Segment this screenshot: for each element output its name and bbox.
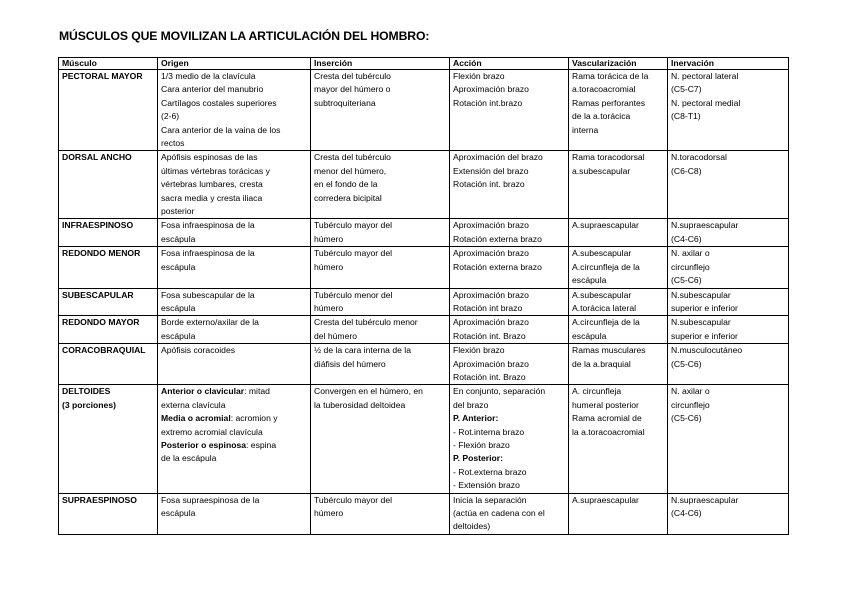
page-title: MÚSCULOS QUE MOVILIZAN LA ARTICULACIÓN DEL HOMBRO: (59, 29, 430, 43)
cell-line: Rotación int. Brazo (453, 371, 526, 382)
cell-line: húmero (314, 508, 344, 518)
cell-line: interna (572, 124, 599, 135)
cell-line (453, 479, 565, 492)
vascularization-cell (569, 316, 668, 344)
cell-line: (C5-C6) (671, 275, 702, 286)
cell-line: Cara anterior de la vaina de los (161, 124, 281, 135)
table-row (59, 247, 789, 288)
cell-line: N. pectoral medial (671, 97, 741, 108)
cell-line: (C8-T1) (671, 111, 701, 122)
vascularization-cell (569, 288, 668, 316)
cell-line: mayor del húmero o (314, 84, 391, 95)
muscle-cell (59, 288, 158, 316)
cell-line: del húmero (314, 330, 357, 341)
cell-line: Aproximación brazo (453, 317, 529, 328)
bold-label: Anterior o clavicular (161, 386, 245, 397)
cell-line: Rotación int. Brazo (453, 330, 526, 341)
action-cell (450, 385, 569, 493)
line-text: del brazo (453, 399, 489, 410)
cell-line (161, 412, 307, 425)
cell-line: SUBESCAPULAR (62, 289, 134, 300)
column-header-insertion: Inserción (311, 58, 450, 70)
line-text: En conjunto, separación (453, 386, 546, 397)
muscle-cell (59, 493, 158, 534)
insertion-cell (311, 151, 450, 219)
cell-line: Ramas musculares (572, 345, 646, 356)
insertion-cell (311, 316, 450, 344)
action-cell (450, 344, 569, 385)
muscle-cell (59, 70, 158, 151)
cell-line: Rama toracodorsal (572, 152, 645, 163)
action-cell (450, 219, 569, 247)
cell-line: escápula (572, 275, 607, 286)
column-header-muscle: Músculo (59, 58, 158, 70)
cell-line: Tubérculo mayor del (314, 220, 393, 231)
origin-cell (158, 288, 311, 316)
cell-line: A.torácica lateral (572, 302, 637, 313)
cell-line: Cresta del tubérculo (314, 71, 391, 81)
cell-line (453, 439, 565, 452)
cell-line: REDONDO MAYOR (62, 317, 140, 328)
vascularization-cell (569, 344, 668, 385)
bold-label: Posterior o espinosa (161, 439, 247, 450)
cell-line: superior e inferior (671, 302, 738, 313)
cell-line: humeral posterior (572, 399, 639, 410)
cell-line: N.toracodorsal (671, 152, 727, 163)
cell-line: Rama torácica de la (572, 71, 649, 81)
bold-label: P. Anterior: (453, 413, 499, 424)
cell-line: Flexión brazo (453, 71, 505, 81)
cell-line: Fosa subescapular de la (161, 289, 255, 300)
cell-line: (2-6) (161, 111, 180, 122)
line-text: - Rot.externa brazo (453, 466, 527, 477)
innervation-cell (668, 151, 789, 219)
cell-line: Cresta del tubérculo menor (314, 317, 418, 328)
table-row (59, 493, 789, 534)
table-row (59, 316, 789, 344)
line-text: : mitad (244, 386, 270, 397)
origin-cell (158, 151, 311, 219)
table-row (59, 151, 789, 219)
vascularization-cell (569, 151, 668, 219)
cell-line: ½ de la cara interna de la (314, 345, 411, 356)
cell-line: Borde externo/axilar de la (161, 317, 259, 328)
cell-line: DELTOIDES (62, 386, 111, 397)
table-row (59, 288, 789, 316)
cell-line: (C4-C6) (671, 233, 702, 244)
cell-line: A.supraescapular (572, 494, 639, 505)
cell-line: escápula (161, 302, 196, 313)
cell-line (161, 439, 307, 452)
insertion-cell (311, 344, 450, 385)
muscle-cell (59, 385, 158, 493)
cell-line: 1/3 medio de la clavícula (161, 71, 256, 81)
cell-line: A. circunfleja (572, 386, 622, 397)
cell-line: húmero (314, 261, 344, 272)
line-text: - Extensión brazo (453, 480, 520, 491)
cell-line: rectos (161, 138, 185, 149)
vascularization-cell (569, 385, 668, 493)
cell-line: escápula (572, 330, 607, 341)
vascularization-cell (569, 219, 668, 247)
cell-line: Flexión brazo (453, 345, 505, 356)
cell-line: Aproximación brazo (453, 289, 529, 300)
column-header-innervation: Inervación (668, 58, 789, 70)
insertion-cell (311, 288, 450, 316)
origin-cell (158, 70, 311, 151)
table-row (59, 219, 789, 247)
cell-line: Rotación int. brazo (453, 179, 525, 190)
muscle-cell (59, 219, 158, 247)
cell-line: posterior (161, 206, 195, 217)
cell-line: a.toracoacromial (572, 84, 636, 95)
cell-line: N.musculocutáneo (671, 345, 743, 356)
origin-cell (158, 493, 311, 534)
cell-line: circunflejo (671, 261, 710, 272)
cell-line: INFRAESPINOSO (62, 220, 134, 231)
cell-line: Ramas perforantes (572, 97, 646, 108)
insertion-cell (311, 385, 450, 493)
cell-line: DORSAL ANCHO (62, 152, 132, 163)
column-header-action: Acción (450, 58, 569, 70)
table-body (59, 70, 789, 535)
cell-line (453, 412, 565, 425)
origin-cell (158, 344, 311, 385)
action-cell (450, 493, 569, 534)
cell-line: Aproximación brazo (453, 248, 529, 259)
cell-line: superior e inferior (671, 330, 738, 341)
cell-line (453, 466, 565, 479)
cell-line: CORACOBRAQUIAL (62, 345, 146, 356)
cell-line (453, 399, 565, 412)
cell-line: vértebras lumbares, cresta (161, 179, 263, 190)
action-cell (450, 70, 569, 151)
vascularization-cell (569, 247, 668, 288)
insertion-cell (311, 70, 450, 151)
cell-line: escápula (161, 330, 196, 341)
insertion-cell (311, 493, 450, 534)
insertion-cell (311, 247, 450, 288)
cell-line: (C5-C7) (671, 84, 702, 95)
cell-line: últimas vértebras torácicas y (161, 165, 270, 176)
insertion-cell (311, 219, 450, 247)
innervation-cell (668, 385, 789, 493)
action-cell (450, 151, 569, 219)
line-text: : acromion y (230, 413, 278, 424)
cell-line: húmero (314, 302, 344, 313)
cell-line: Extensión del brazo (453, 165, 529, 176)
bold-label: P. Posterior: (453, 453, 503, 464)
line-text: extremo acromial clavícula (161, 426, 263, 437)
origin-cell (158, 247, 311, 288)
cell-line: Cartílagos costales superiores (161, 97, 277, 108)
cell-line: circunflejo (671, 399, 710, 410)
cell-line (161, 426, 307, 439)
cell-line: A.subescapular (572, 289, 632, 300)
table-row (59, 385, 789, 493)
cell-line: Fosa infraespinosa de la (161, 248, 255, 259)
cell-line: Fosa infraespinosa de la (161, 220, 255, 231)
column-header-vascularization: Vascularización (569, 58, 668, 70)
table-row (59, 70, 789, 151)
cell-line: Rotación int.brazo (453, 97, 523, 108)
cell-line (161, 399, 307, 412)
cell-line: Inicia la separación (453, 494, 527, 505)
line-text: - Rot.interna brazo (453, 426, 525, 437)
cell-line: deltoides) (453, 521, 491, 532)
cell-line: escápula (161, 508, 196, 518)
cell-line (453, 385, 565, 398)
cell-line: PECTORAL MAYOR (62, 71, 143, 81)
cell-line: Convergen en el húmero, en (314, 386, 423, 397)
cell-line: (actúa en cadena con el (453, 508, 545, 518)
cell-line: N. axilar o (671, 386, 710, 397)
cell-line: (C5-C6) (671, 358, 702, 369)
cell-line: Cresta del tubérculo (314, 152, 391, 163)
muscle-cell (59, 151, 158, 219)
cell-line: la a.toracoacromial (572, 426, 645, 437)
cell-line: diáfisis del húmero (314, 358, 386, 369)
cell-line: Rotación int brazo (453, 302, 523, 313)
line-text: : espina (246, 439, 277, 450)
cell-line: A.subescapular (572, 248, 632, 259)
muscle-cell (59, 247, 158, 288)
cell-line: de la a.torácica (572, 111, 631, 122)
cell-line: Tubérculo menor del (314, 289, 393, 300)
cell-line: escápula (161, 261, 196, 272)
muscle-cell (59, 316, 158, 344)
line-text: externa clavícula (161, 399, 226, 410)
innervation-cell (668, 316, 789, 344)
cell-line: REDONDO MENOR (62, 248, 141, 259)
cell-line (453, 452, 565, 465)
cell-line: Tubérculo mayor del (314, 248, 393, 259)
cell-line: Rotación externa brazo (453, 261, 542, 272)
cell-line: menor del húmero, (314, 165, 387, 176)
line-text: de la escápula (161, 453, 217, 464)
cell-line: (3 porciones) (62, 399, 116, 410)
cell-line: la tuberosidad deltoidea (314, 399, 406, 410)
cell-line: N.subescapular (671, 289, 731, 300)
origin-cell (158, 219, 311, 247)
cell-line: Aproximación brazo (453, 358, 529, 369)
cell-line: Apófisis coracoides (161, 345, 236, 356)
innervation-cell (668, 344, 789, 385)
innervation-cell (668, 70, 789, 151)
cell-line: de la a.braquial (572, 358, 631, 369)
cell-line: N.subescapular (671, 317, 731, 328)
innervation-cell (668, 493, 789, 534)
cell-line: Tubérculo mayor del (314, 494, 393, 505)
cell-line: Fosa supraespinosa de la (161, 494, 260, 505)
cell-line: Aproximación brazo (453, 84, 529, 95)
cell-line: escápula (161, 233, 196, 244)
cell-line: Rotación externa brazo (453, 233, 542, 244)
line-text: - Flexión brazo (453, 439, 510, 450)
cell-line: (C5-C6) (671, 413, 702, 424)
cell-line: A.circunfleja de la (572, 261, 640, 272)
cell-line: subtroquiteriana (314, 97, 376, 108)
cell-line: (C6-C8) (671, 165, 702, 176)
vascularization-cell (569, 493, 668, 534)
cell-line: en el fondo de la (314, 179, 378, 190)
cell-line: N.supraescapular (671, 220, 739, 231)
table-row (59, 344, 789, 385)
vascularization-cell (569, 70, 668, 151)
cell-line: Aproximación brazo (453, 220, 529, 231)
muscle-cell (59, 344, 158, 385)
action-cell (450, 316, 569, 344)
cell-line: sacra media y cresta iliaca (161, 192, 263, 203)
cell-line: N.supraescapular (671, 494, 739, 505)
cell-line (161, 385, 307, 398)
innervation-cell (668, 288, 789, 316)
cell-line: húmero (314, 233, 344, 244)
innervation-cell (668, 219, 789, 247)
cell-line: SUPRAESPINOSO (62, 494, 137, 505)
cell-line (161, 452, 307, 465)
cell-line: Cara anterior del manubrio (161, 84, 264, 95)
cell-line: A.supraescapular (572, 220, 639, 231)
origin-cell (158, 316, 311, 344)
action-cell (450, 247, 569, 288)
cell-line: Apófisis espinosas de las (161, 152, 258, 163)
cell-line: Rama acromial de (572, 413, 642, 424)
cell-line (453, 426, 565, 439)
table-header-row (59, 58, 789, 70)
bold-label: Media o acromial (161, 413, 231, 424)
cell-line: (C4-C6) (671, 508, 702, 518)
cell-line: a.subescapular (572, 165, 631, 176)
muscles-table (58, 57, 789, 535)
action-cell (450, 288, 569, 316)
cell-line: corredera bicipital (314, 192, 382, 203)
cell-line: A.circunfleja de la (572, 317, 640, 328)
cell-line: N. axilar o (671, 248, 710, 259)
cell-line: Aproximación del brazo (453, 152, 543, 163)
innervation-cell (668, 247, 789, 288)
column-header-origin: Origen (158, 58, 311, 70)
cell-line: N. pectoral lateral (671, 71, 739, 81)
origin-cell (158, 385, 311, 493)
